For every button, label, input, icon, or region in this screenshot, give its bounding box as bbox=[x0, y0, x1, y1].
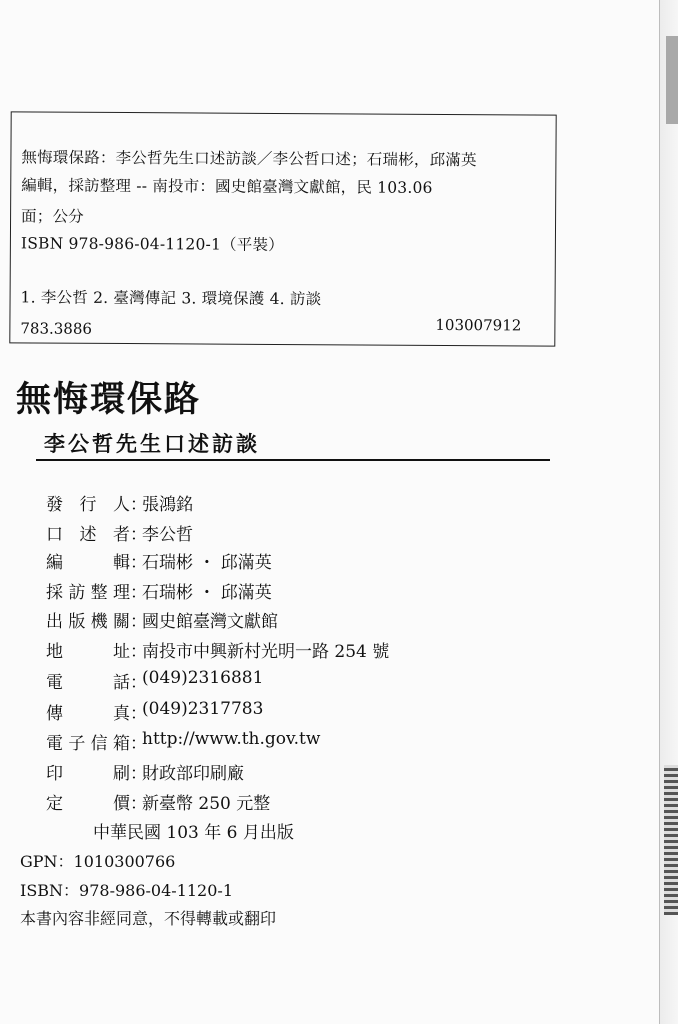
colophon-value: 石瑞彬 ・ 邱滿英 bbox=[142, 553, 272, 573]
colophon-row: 編輯 ： 石瑞彬 ・ 邱滿英 bbox=[46, 548, 272, 573]
colophon-label: 定價 bbox=[46, 794, 130, 814]
colophon-row: 採訪整理 ： 石瑞彬 ・ 邱滿英 bbox=[46, 578, 272, 603]
colophon-value: 石瑞彬 ・ 邱滿英 bbox=[142, 583, 272, 603]
colophon-row: 出版機關 ： 國史館臺灣文獻館 bbox=[46, 607, 278, 632]
colophon-row: 定價 ： 新臺幣 250 元整 bbox=[46, 789, 270, 814]
page-edge-shadow bbox=[664, 765, 678, 915]
colophon-label: 電話 bbox=[46, 673, 130, 693]
colophon-row: 發行人 ： 張鴻銘 bbox=[46, 490, 193, 515]
colophon-label: 出版機關 bbox=[46, 612, 130, 632]
cip-record-box bbox=[9, 111, 556, 346]
colophon-label: 印刷 bbox=[46, 764, 130, 784]
colophon-row: 傳真 ： (049)2317783 bbox=[46, 699, 264, 724]
colophon-label: 傳真 bbox=[46, 704, 130, 724]
colophon-row: 地址 ： 南投市中興新村光明一路 254 號 bbox=[46, 637, 389, 662]
colophon-label: 編輯 bbox=[46, 553, 130, 573]
colophon-value: http://www.th.gov.tw bbox=[142, 729, 321, 749]
book-title: 無悔環保路 bbox=[16, 380, 202, 420]
colophon-value: 張鴻銘 bbox=[142, 495, 193, 515]
colophon-label: 採訪整理 bbox=[46, 583, 130, 603]
colophon-value: 南投市中興新村光明一路 254 號 bbox=[142, 642, 390, 662]
colophon-value: 財政部印刷廠 bbox=[142, 764, 244, 784]
publication-date: 中華民國 103 年 6 月出版 bbox=[93, 823, 294, 843]
colophon-value: 新臺幣 250 元整 bbox=[142, 794, 271, 814]
cip-isbn-line: ISBN 978-986-04-1120-1（平裝） bbox=[20, 234, 284, 255]
cip-record-number: 103007912 bbox=[435, 315, 522, 335]
colophon-value: (049)2317783 bbox=[142, 699, 264, 719]
colophon-row: 電子信箱 ： http://www.th.gov.tw bbox=[46, 729, 321, 754]
copyright-notice: 本書內容非經同意，不得轉載或翻印 bbox=[20, 909, 277, 928]
cip-extent-line: 面；公分 bbox=[21, 207, 84, 226]
gpn-number: GPN：1010300766 bbox=[20, 852, 176, 871]
cip-publisher-line: 編輯，採訪整理 -- 南投市：國史館臺灣文獻館，民 103.06 bbox=[21, 176, 433, 197]
colophon-row: 口述者 ： 李公哲 bbox=[46, 520, 193, 545]
cip-subjects: 1. 李公哲 2. 臺灣傳記 3. 環境保護 4. 訪談 bbox=[20, 288, 322, 309]
colophon-value: (049)2316881 bbox=[142, 668, 264, 688]
colophon-row: 印刷 ： 財政部印刷廠 bbox=[46, 759, 244, 784]
book-subtitle: 李公哲先生口述訪談 bbox=[44, 432, 260, 456]
page-edge-shadow bbox=[666, 36, 678, 124]
colophon-value: 國史館臺灣文獻館 bbox=[142, 612, 278, 632]
cip-title-line: 無悔環保路：李公哲先生口述訪談／李公哲口述；石瑞彬，邱滿英 bbox=[21, 148, 477, 170]
colophon-label: 電子信箱 bbox=[46, 734, 130, 754]
colophon-label: 口述者 bbox=[46, 525, 130, 545]
colophon-label: 發行人 bbox=[46, 495, 130, 515]
divider bbox=[36, 459, 550, 461]
colophon-label: 地址 bbox=[46, 642, 130, 662]
isbn-number: ISBN：978-986-04-1120-1 bbox=[20, 881, 234, 900]
colophon-value: 李公哲 bbox=[142, 525, 193, 545]
cip-class-number: 783.3886 bbox=[20, 319, 93, 338]
colophon-row: 電話 ： (049)2316881 bbox=[46, 668, 264, 693]
